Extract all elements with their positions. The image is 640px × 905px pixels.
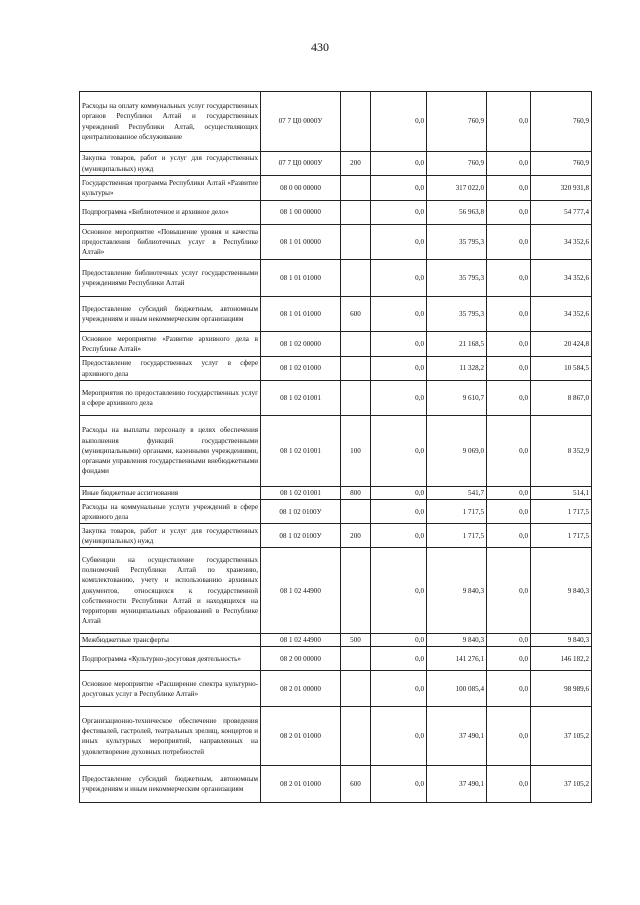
- expense-type-code: [341, 332, 371, 357]
- target-article-code: 07 7 Ц0 0000У: [261, 152, 341, 176]
- amount-col-1: 0,0: [371, 260, 427, 297]
- amount-col-1: 0,0: [371, 671, 427, 707]
- table-row: [80, 152, 592, 176]
- amount-col-1: 0,0: [371, 707, 427, 766]
- expense-type-code: [341, 260, 371, 297]
- table-row: [80, 416, 592, 487]
- amount-col-4: 37 105,2: [531, 766, 592, 803]
- expense-type-code: 500: [341, 634, 371, 647]
- amount-col-3: 0,0: [487, 332, 531, 357]
- amount-col-1: 0,0: [371, 416, 427, 487]
- expense-type-code: 200: [341, 524, 371, 548]
- amount-col-3: 0,0: [487, 487, 531, 500]
- target-article-code: 08 1 02 01001: [261, 381, 341, 416]
- expense-type-code: [341, 707, 371, 766]
- target-article-code: 08 1 01 01000: [261, 297, 341, 332]
- amount-col-2: 141 276,1: [427, 647, 487, 671]
- row-name: Межбюджетные трансферты: [80, 634, 261, 647]
- amount-col-4: 9 840,3: [531, 634, 592, 647]
- amount-col-4: 1 717,5: [531, 500, 592, 524]
- target-article-code: 08 1 02 00000: [261, 332, 341, 357]
- amount-col-1: 0,0: [371, 487, 427, 500]
- expense-type-code: [341, 92, 371, 152]
- expense-type-code: [341, 381, 371, 416]
- row-name: Закупка товаров, работ и услуг для государственных (муниципальных) нужд: [80, 524, 261, 548]
- amount-col-1: 0,0: [371, 634, 427, 647]
- table-row: [80, 634, 592, 647]
- table-row: [80, 647, 592, 671]
- table-row: [80, 671, 592, 707]
- table-row: [80, 225, 592, 260]
- row-name: Субвенции на осуществление государственных полномочий Республики Алтай по хранению, комплектованию, учету и использованию архивных документов, относящихся к государственной собственности Республики Алтай и находящихся на территории муниципальных образований в Республике Алтай: [80, 548, 261, 634]
- amount-col-2: 56 963,8: [427, 201, 487, 225]
- amount-col-1: 0,0: [371, 225, 427, 260]
- table-row: [80, 92, 592, 152]
- expense-type-code: 600: [341, 766, 371, 803]
- budget-table: [79, 91, 592, 803]
- amount-col-1: 0,0: [371, 357, 427, 381]
- amount-col-1: 0,0: [371, 647, 427, 671]
- amount-col-1: 0,0: [371, 500, 427, 524]
- amount-col-3: 0,0: [487, 201, 531, 225]
- amount-col-2: 21 168,5: [427, 332, 487, 357]
- amount-col-4: 8 867,0: [531, 381, 592, 416]
- row-name: Иные бюджетные ассигнования: [80, 487, 261, 500]
- amount-col-2: 760,9: [427, 92, 487, 152]
- table-row: [80, 381, 592, 416]
- row-name: Предоставление субсидий бюджетным, автономным учреждениям и иным некоммерческим организациям: [80, 297, 261, 332]
- amount-col-2: 317 022,0: [427, 176, 487, 201]
- amount-col-2: 100 085,4: [427, 671, 487, 707]
- row-name: Предоставление субсидий бюджетным, автономным учреждениям и иным некоммерческим организациям: [80, 766, 261, 803]
- amount-col-4: 34 352,6: [531, 225, 592, 260]
- table-row: [80, 766, 592, 803]
- amount-col-3: 0,0: [487, 647, 531, 671]
- target-article-code: 08 1 01 01000: [261, 260, 341, 297]
- row-name: Основное мероприятие «Расширение спектра культурно-досуговых услуг в Республике Алтай»: [80, 671, 261, 707]
- row-name: Подпрограмма «Культурно-досуговая деятельность»: [80, 647, 261, 671]
- amount-col-4: 1 717,5: [531, 524, 592, 548]
- target-article-code: 08 2 00 00000: [261, 647, 341, 671]
- amount-col-3: 0,0: [487, 297, 531, 332]
- table-row: [80, 487, 592, 500]
- amount-col-1: 0,0: [371, 766, 427, 803]
- amount-col-4: 8 352,9: [531, 416, 592, 487]
- amount-col-2: 541,7: [427, 487, 487, 500]
- row-name: Государственная программа Республики Алтай «Развитие культуры»: [80, 176, 261, 201]
- target-article-code: 08 2 01 01000: [261, 766, 341, 803]
- amount-col-2: 9 840,3: [427, 548, 487, 634]
- amount-col-1: 0,0: [371, 332, 427, 357]
- amount-col-1: 0,0: [371, 548, 427, 634]
- row-name: Основное мероприятие «Повышение уровня и качества предоставления библиотечных услуг в Республике Алтай»: [80, 225, 261, 260]
- amount-col-2: 9 840,3: [427, 634, 487, 647]
- amount-col-3: 0,0: [487, 225, 531, 260]
- amount-col-4: 146 182,2: [531, 647, 592, 671]
- amount-col-1: 0,0: [371, 176, 427, 201]
- row-name: Основное мероприятие «Развитие архивного дела в Республике Алтай»: [80, 332, 261, 357]
- amount-col-1: 0,0: [371, 152, 427, 176]
- amount-col-4: 320 931,8: [531, 176, 592, 201]
- target-article-code: 08 1 02 01001: [261, 487, 341, 500]
- target-article-code: 07 7 Ц0 0000У: [261, 92, 341, 152]
- amount-col-2: 1 717,5: [427, 524, 487, 548]
- amount-col-2: 11 328,2: [427, 357, 487, 381]
- amount-col-3: 0,0: [487, 524, 531, 548]
- amount-col-3: 0,0: [487, 176, 531, 201]
- amount-col-4: 54 777,4: [531, 201, 592, 225]
- amount-col-3: 0,0: [487, 260, 531, 297]
- amount-col-1: 0,0: [371, 381, 427, 416]
- table-row: [80, 260, 592, 297]
- amount-col-4: 9 840,3: [531, 548, 592, 634]
- expense-type-code: [341, 500, 371, 524]
- table-row: [80, 524, 592, 548]
- amount-col-4: 760,9: [531, 92, 592, 152]
- amount-col-1: 0,0: [371, 524, 427, 548]
- row-name: Подпрограмма «Библиотечное и архивное дело»: [80, 201, 261, 225]
- row-name: Закупка товаров, работ и услуг для государственных (муниципальных) нужд: [80, 152, 261, 176]
- row-name: Расходы на коммунальные услуги учреждений в сфере архивного дела: [80, 500, 261, 524]
- amount-col-1: 0,0: [371, 92, 427, 152]
- table-row: [80, 548, 592, 634]
- amount-col-4: 37 105,2: [531, 707, 592, 766]
- expense-type-code: [341, 671, 371, 707]
- expense-type-code: 600: [341, 297, 371, 332]
- expense-type-code: 100: [341, 416, 371, 487]
- amount-col-4: 98 989,6: [531, 671, 592, 707]
- amount-col-2: 37 490,1: [427, 707, 487, 766]
- amount-col-2: 35 795,3: [427, 297, 487, 332]
- table-row: [80, 297, 592, 332]
- expense-type-code: [341, 647, 371, 671]
- amount-col-3: 0,0: [487, 634, 531, 647]
- target-article-code: 08 1 02 44900: [261, 548, 341, 634]
- amount-col-1: 0,0: [371, 297, 427, 332]
- amount-col-3: 0,0: [487, 766, 531, 803]
- amount-col-2: 9 069,0: [427, 416, 487, 487]
- expense-type-code: [341, 357, 371, 381]
- amount-col-3: 0,0: [487, 416, 531, 487]
- table-row: [80, 332, 592, 357]
- amount-col-3: 0,0: [487, 381, 531, 416]
- amount-col-4: 514,1: [531, 487, 592, 500]
- expense-type-code: 200: [341, 152, 371, 176]
- amount-col-2: 1 717,5: [427, 500, 487, 524]
- amount-col-4: 20 424,8: [531, 332, 592, 357]
- amount-col-3: 0,0: [487, 671, 531, 707]
- row-name: Организационно-техническое обеспечение проведения фестивалей, гастролей, театральных зрелищ, концертов и иных культурных мероприятий, направленных на удовлетворение духовных потребностей: [80, 707, 261, 766]
- amount-col-3: 0,0: [487, 707, 531, 766]
- expense-type-code: [341, 201, 371, 225]
- row-name: Мероприятия по предоставлению государственных услуг в сфере архивного дела: [80, 381, 261, 416]
- expense-type-code: [341, 548, 371, 634]
- row-name: Расходы на выплаты персоналу в целях обеспечения выполнения функций государственными (муниципальными) органами, казенными учреждениями, органами управления государственными внебюджетными фондами: [80, 416, 261, 487]
- target-article-code: 08 1 01 00000: [261, 225, 341, 260]
- target-article-code: 08 1 02 01000: [261, 357, 341, 381]
- amount-col-2: 37 490,1: [427, 766, 487, 803]
- amount-col-3: 0,0: [487, 500, 531, 524]
- target-article-code: 08 1 02 0100У: [261, 524, 341, 548]
- target-article-code: 08 0 00 00000: [261, 176, 341, 201]
- table-row: [80, 500, 592, 524]
- row-name: Расходы на оплату коммунальных услуг государственных органов Республики Алтай и государственных учреждений Республики Алтай, осуществляющих централизованное обслуживание: [80, 92, 261, 152]
- amount-col-3: 0,0: [487, 357, 531, 381]
- amount-col-3: 0,0: [487, 152, 531, 176]
- table-row: [80, 707, 592, 766]
- expense-type-code: [341, 176, 371, 201]
- amount-col-4: 760,9: [531, 152, 592, 176]
- expense-type-code: 800: [341, 487, 371, 500]
- amount-col-2: 9 610,7: [427, 381, 487, 416]
- target-article-code: 08 1 02 0100У: [261, 500, 341, 524]
- target-article-code: 08 1 02 01001: [261, 416, 341, 487]
- table-body: [80, 92, 592, 803]
- amount-col-2: 760,9: [427, 152, 487, 176]
- row-name: Предоставление государственных услуг в сфере архивного дела: [80, 357, 261, 381]
- table-row: [80, 357, 592, 381]
- amount-col-3: 0,0: [487, 548, 531, 634]
- target-article-code: 08 1 02 44900: [261, 634, 341, 647]
- page-number: 430: [311, 40, 329, 54]
- target-article-code: 08 2 01 01000: [261, 707, 341, 766]
- amount-col-3: 0,0: [487, 92, 531, 152]
- amount-col-4: 34 352,6: [531, 260, 592, 297]
- row-name: Предоставление библиотечных услуг государственными учреждениями Республики Алтай: [80, 260, 261, 297]
- target-article-code: 08 1 00 00000: [261, 201, 341, 225]
- table-row: [80, 176, 592, 201]
- amount-col-1: 0,0: [371, 201, 427, 225]
- expense-type-code: [341, 225, 371, 260]
- amount-col-4: 10 584,5: [531, 357, 592, 381]
- amount-col-2: 35 795,3: [427, 225, 487, 260]
- target-article-code: 08 2 01 00000: [261, 671, 341, 707]
- amount-col-2: 35 795,3: [427, 260, 487, 297]
- amount-col-4: 34 352,6: [531, 297, 592, 332]
- table-row: [80, 201, 592, 225]
